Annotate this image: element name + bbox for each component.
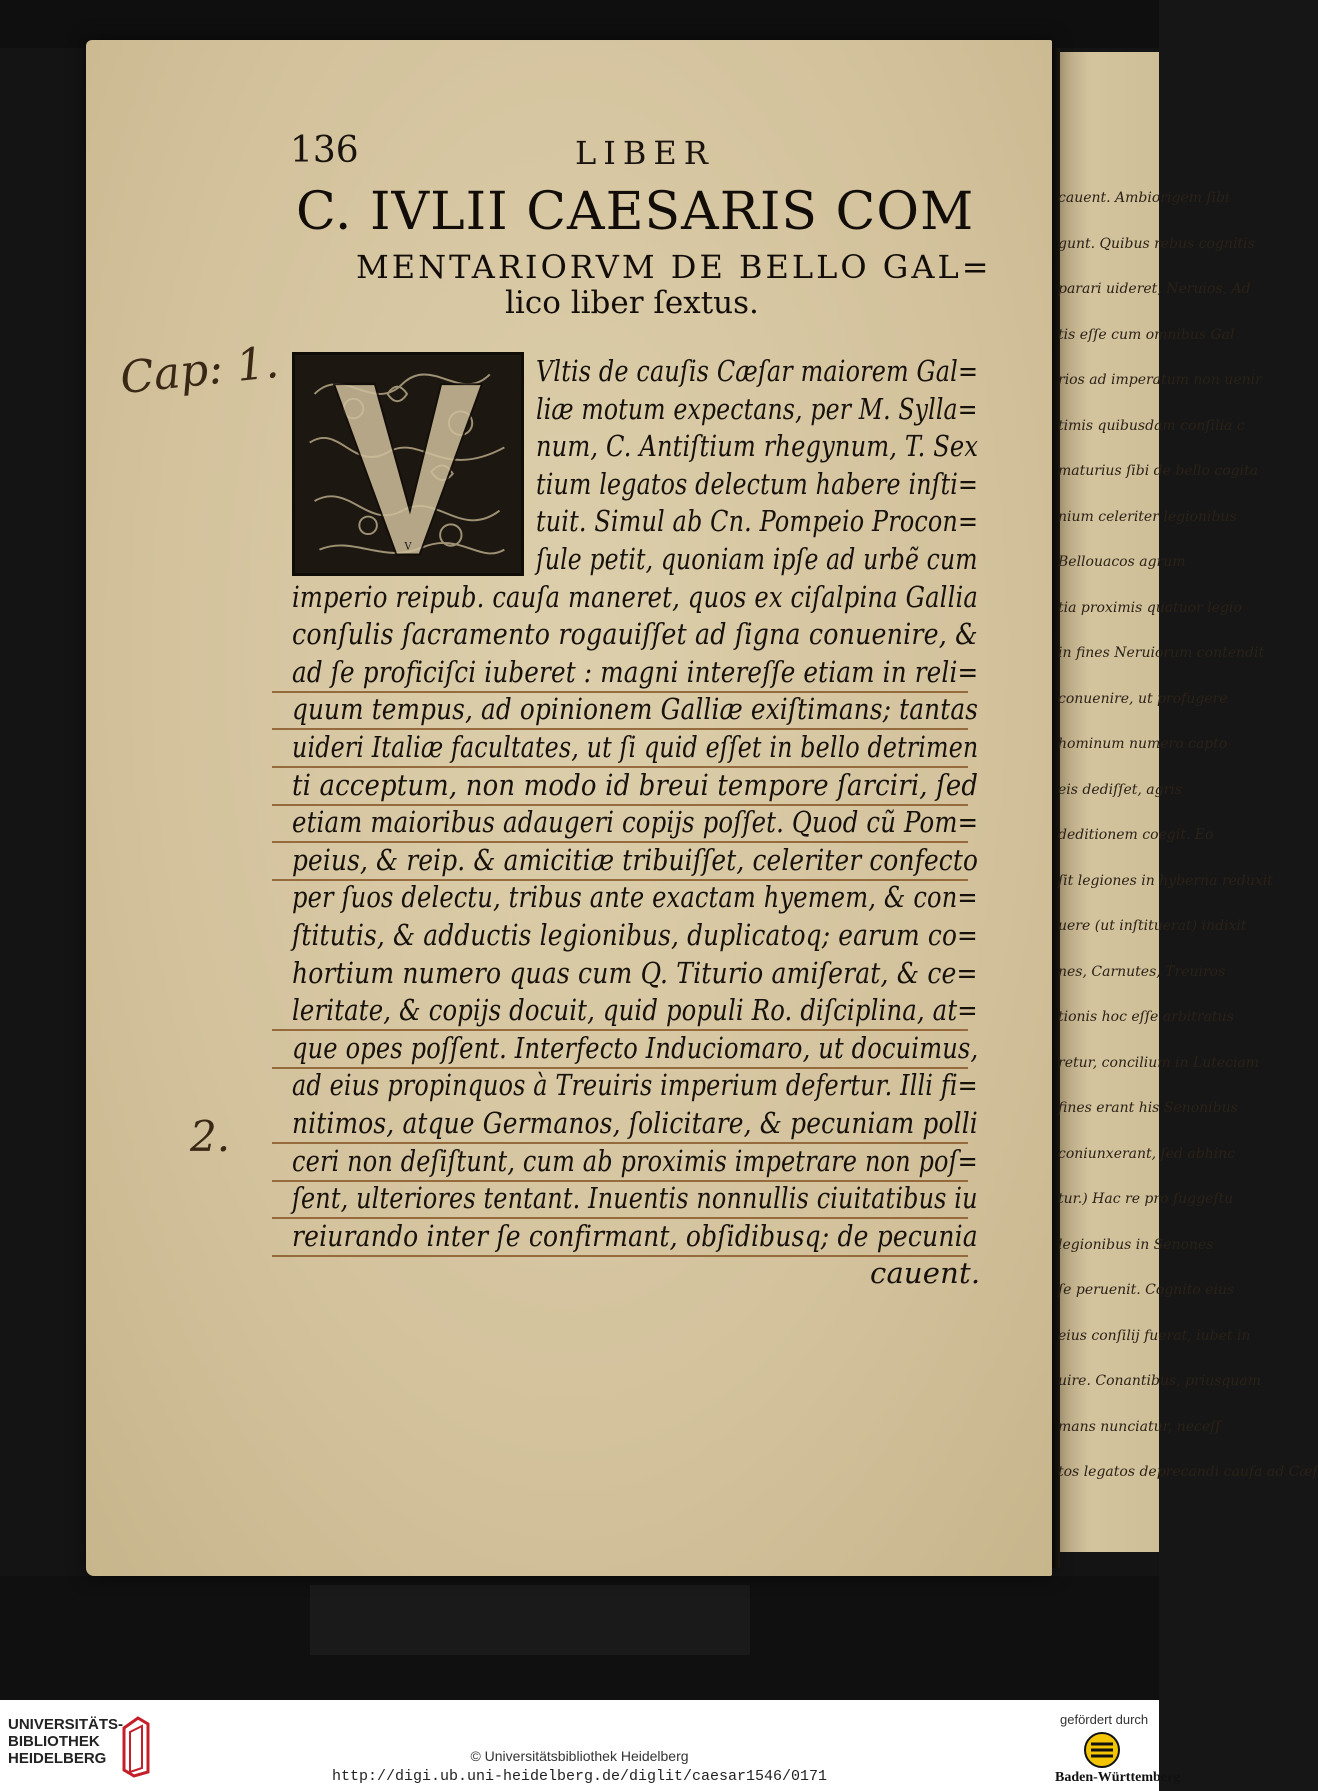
ink-underline	[272, 1255, 968, 1257]
text-line: que opes poſſent. Interfecto Induciomaro, ut docuimus,	[292, 1030, 979, 1065]
text-line: hortium numero quas cum Q. Titurio amiſerat, & ce=	[292, 955, 978, 990]
text-line: num, C. Antiſtium rhegynum, T. Sex	[536, 429, 979, 464]
facing-page-line: cauent. Ambiorigem ſibi	[1058, 190, 1230, 206]
text-line: ad ſe proficiſci iuberet : magni intereſſe etiam in reli=	[292, 654, 979, 689]
facing-page-line: tionis hoc eſſe arbitratus	[1058, 1009, 1234, 1025]
facing-page-line: ſit legiones in hyberna reduxit	[1058, 872, 1273, 889]
margin-note-chapter-2: 2.	[190, 1112, 231, 1161]
text-line: uideri Italiæ facultates, ut ſi quid eſſet in bello detrimen	[292, 730, 979, 764]
title-line-3: lico liber ſextus.	[505, 285, 759, 321]
book-clip	[310, 1585, 750, 1655]
initial-ornament-icon	[295, 355, 521, 573]
text-line: tuit. Simul ab Cn. Pompeio Procon=	[536, 504, 979, 539]
facing-page-line: parari uideret, Neruios, Ad	[1058, 281, 1251, 297]
text-line: quum tempus, ad opinionem Galliæ exiſtimans; tantas	[292, 692, 979, 727]
running-head: LIBER	[575, 134, 715, 172]
text-line: ſent, ulteriores tentant. Inuentis nonnullis ciuitatibus iu	[292, 1181, 978, 1216]
facing-page-line: eis dediſſet, agris	[1058, 781, 1182, 798]
title-line-1: C. IVLII CAESARIS COM	[296, 182, 975, 242]
facing-page-line: uere (ut inſtituerat) indixit	[1058, 918, 1247, 934]
facing-page-line: conuenire, ut profugere	[1058, 690, 1228, 707]
text-line: Vltis de cauſis Cæſar maiorem Gal=	[536, 354, 979, 388]
facing-page-line: uire. Conantibus, priusquam	[1058, 1373, 1261, 1389]
library-name-line-3: HEIDELBERG	[8, 1750, 107, 1767]
facing-page-line: maturius ſibi de bello cogita	[1058, 463, 1259, 479]
facing-page-line: tis eſſe cum omnibus Gal	[1058, 326, 1235, 343]
text-line: ti acceptum, non modo id breui tempore ſarciri, ſed	[292, 767, 979, 802]
funded-by-label: gefördert durch	[1060, 1712, 1149, 1727]
margin-note-chapter-1: Cap: 1.	[117, 336, 282, 405]
facing-page-line: hominum numero capto	[1058, 736, 1228, 752]
facing-page-line: coniunxerant, ſed abhinc	[1058, 1145, 1236, 1162]
facing-page-line: tur.) Hac re pro ſuggeſtu	[1058, 1191, 1234, 1207]
facing-page-line: timis quibusdam conſilia c	[1058, 417, 1245, 434]
facing-page-line: gunt. Quibus rebus cognitis	[1058, 235, 1255, 252]
facing-page-line: eius conſilij fuerat, iubet in	[1058, 1327, 1251, 1344]
facing-page-line: tia proximis quatuor legio	[1058, 599, 1242, 616]
facing-page-line: ſe peruenit. Cognito eius	[1058, 1282, 1235, 1298]
facing-page-line: tos legatos deprecandi cauſa ad Cæſ	[1058, 1464, 1318, 1480]
facing-page-line: Bellouacos agrum	[1058, 554, 1186, 570]
funder-name: Baden-Württemberg	[1055, 1770, 1181, 1785]
folio-number: 136	[290, 130, 359, 171]
text-line: etiam maioribus adaugeri copijs poſſet. Quod cũ Pom=	[292, 805, 979, 840]
title-line-2: MENTARIORVM DE BELLO GAL=	[356, 248, 992, 286]
text-line: ad eius propinquos à Treuiris imperium defertur. Illi fi=	[292, 1068, 978, 1103]
facing-page-line: fines erant his Senonibus	[1058, 1100, 1238, 1116]
text-line: conſulis ſacramento rogauiſſet ad ſigna conuenire, &	[292, 617, 978, 652]
facing-page-line: mans nunciatur, neceſſ	[1058, 1418, 1221, 1435]
facing-page-line: nium celeriter legionibus	[1058, 508, 1237, 525]
decorated-initial	[292, 352, 524, 576]
text-line: nitimos, atque Germanos, ſolicitare, & pecuniam polli	[292, 1106, 978, 1140]
text-line: tium legatos delectum habere inſti=	[536, 466, 979, 501]
text-line: peius, & reip. & amicitiæ tribuiſſet, celeriter confecto	[292, 842, 979, 877]
facing-page-line: rios ad imperatum non uenir	[1058, 372, 1262, 388]
text-line: imperio reipub. cauſa maneret, quos ex ciſalpina Gallia	[292, 579, 978, 614]
text-line: reiurando inter ſe confirmant, obſidibusq; de pecunia	[292, 1218, 978, 1253]
text-line: cauent.	[870, 1256, 981, 1291]
page-header	[290, 130, 980, 170]
text-line: liæ motum expectans, per M. Sylla=	[536, 391, 978, 426]
text-line: ſtitutis, & adductis legionibus, duplicatoq; earum co=	[292, 918, 978, 952]
facing-page-line: nes, Carnutes, Treuiros	[1058, 963, 1226, 980]
copyright-notice: © Universitätsbibliothek Heidelberg	[470, 1748, 689, 1764]
initial-letter: V	[404, 541, 412, 553]
facing-page-line: retur, concilium in Luteciam	[1058, 1054, 1260, 1071]
facing-page-line: in fines Neruiorum contendit	[1058, 645, 1265, 661]
text-line: ſule petit, quoniam ipſe ad urbẽ cum	[536, 542, 978, 576]
permalink-url[interactable]: http://digi.ub.uni-heidelberg.de/diglit/caesar1546/0171	[331, 1768, 828, 1785]
text-line: per ſuos delectu, tribus ante exactam hyemem, & con=	[292, 880, 978, 915]
coat-of-arms-icon	[1055, 1730, 1150, 1770]
facing-page-line: deditionem coegit. Eo	[1058, 827, 1214, 843]
text-line: leritate, & copijs docuit, quid populi Ro. diſciplina, at=	[292, 993, 978, 1028]
text-line: ceri non deſiſtunt, cum ab proximis impetrare non poſ=	[292, 1143, 978, 1178]
facing-page-line: legionibus in Senones	[1058, 1236, 1214, 1253]
library-name-line-1: UNIVERSITÄTS-	[8, 1716, 124, 1733]
library-name-line-2: BIBLIOTHEK	[8, 1733, 100, 1750]
